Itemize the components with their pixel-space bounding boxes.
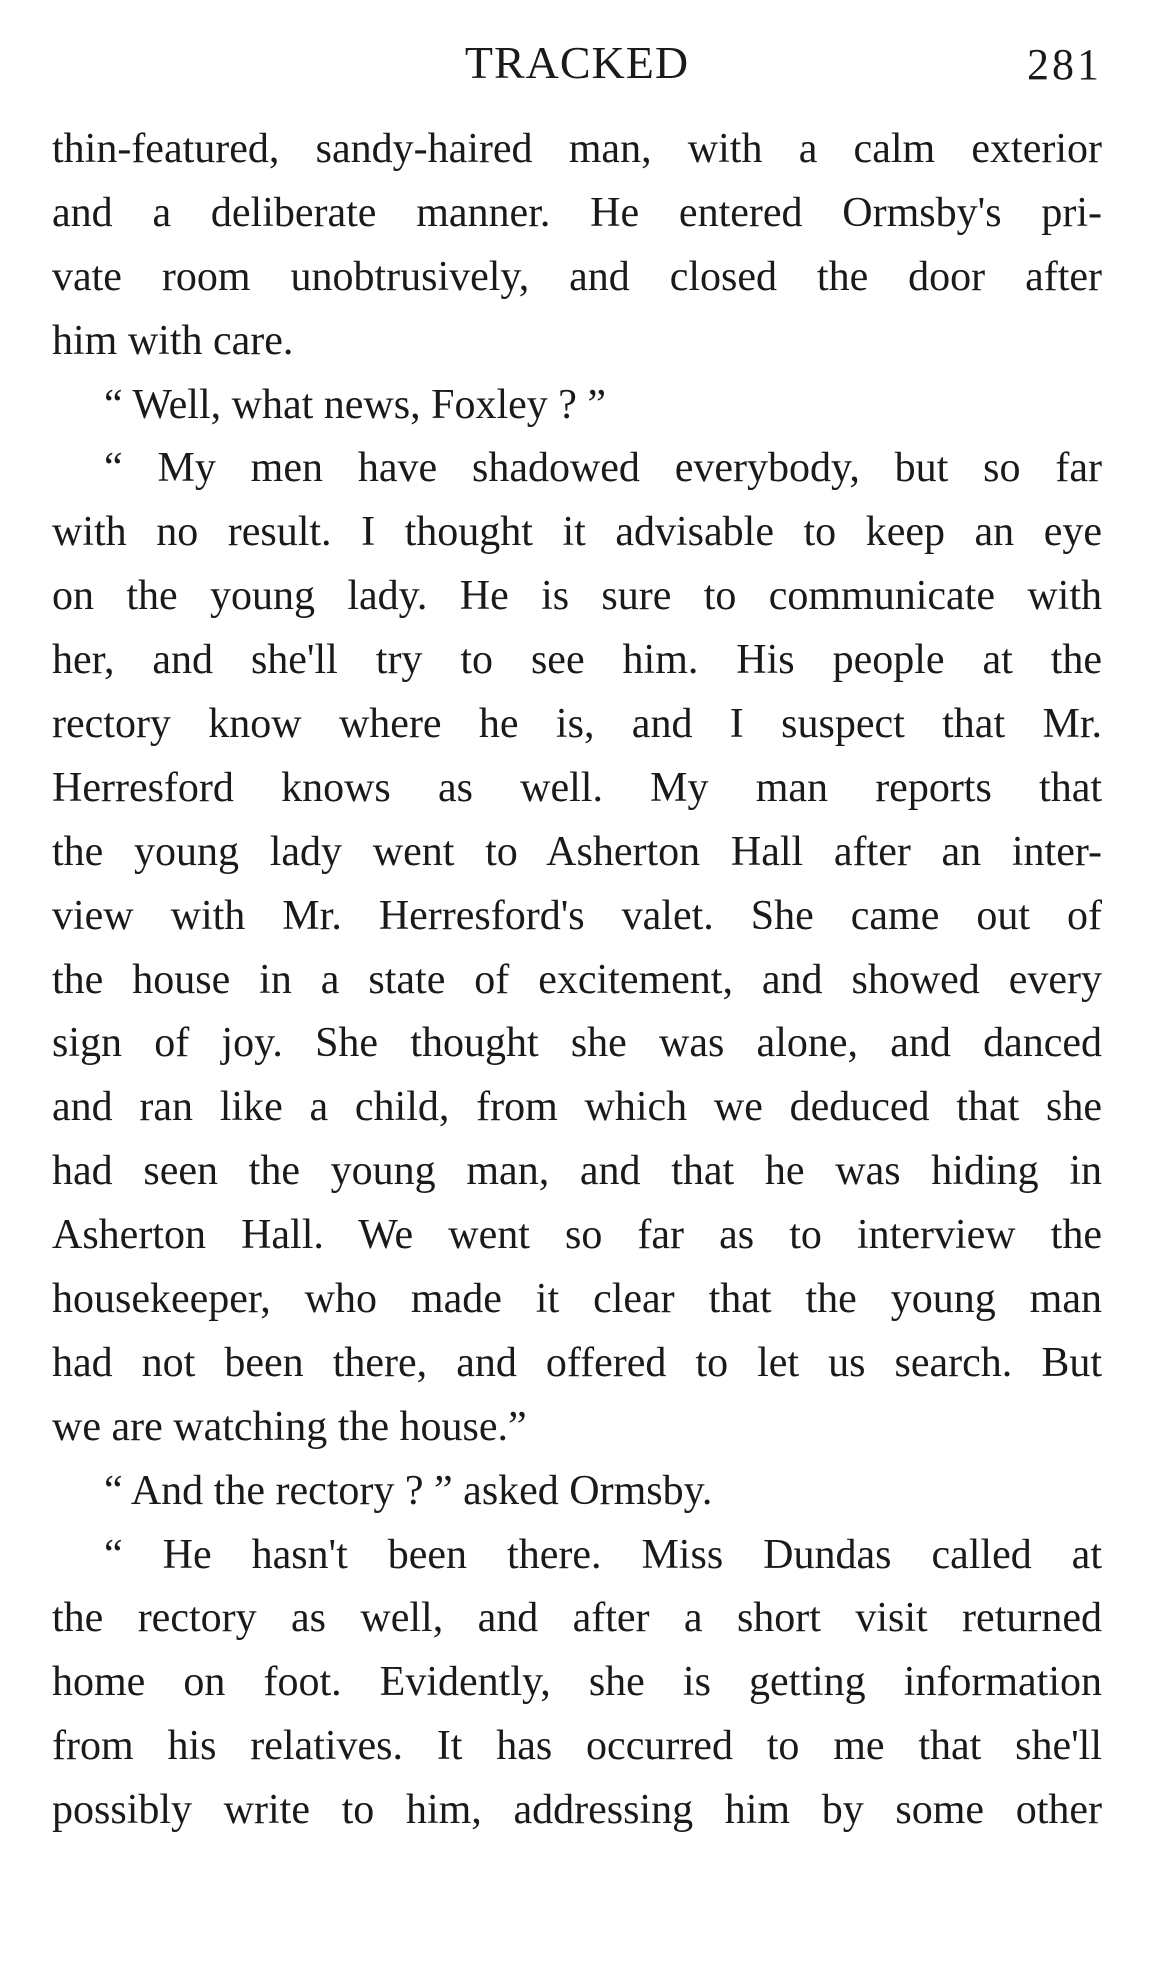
text-line: “ He hasn't been there. Miss Dundas called at bbox=[104, 1531, 1102, 1578]
text-line: had seen the young man, and that he was hiding in bbox=[52, 1148, 1102, 1195]
text-line: the young lady went to Asherton Hall after an inter- bbox=[52, 828, 1102, 875]
text-line: thin-featured, sandy-haired man, with a calm exterior bbox=[52, 126, 1102, 172]
text-line: on the young lady. He is sure to communicate with bbox=[52, 573, 1102, 620]
text-line: Herresford knows as well. My man reports that bbox=[52, 764, 1102, 811]
text-line: with no result. I thought it advisable to keep an eye bbox=[52, 509, 1102, 556]
text-line: rectory know where he is, and I suspect that Mr. bbox=[52, 701, 1102, 748]
text-line: “ And the rectory ? ” asked Ormsby. bbox=[104, 1467, 713, 1514]
text-line: housekeeper, who made it clear that the young man bbox=[52, 1276, 1102, 1323]
running-title: TRACKED bbox=[464, 37, 690, 88]
text-line: “ My men have shadowed everybody, but so far bbox=[104, 445, 1102, 492]
text-line: home on foot. Evidently, she is getting information bbox=[52, 1659, 1102, 1706]
text-line: Asherton Hall. We went so far as to interview the bbox=[52, 1212, 1102, 1259]
body-text bbox=[52, 118, 1102, 1843]
running-head bbox=[52, 28, 1102, 98]
text-line: from his relatives. It has occurred to me that she'll bbox=[52, 1723, 1102, 1770]
text-line: view with Mr. Herresford's valet. She came out of bbox=[52, 892, 1102, 939]
page-number: 281 bbox=[1027, 40, 1102, 89]
text-line: possibly write to him, addressing him by some other bbox=[52, 1787, 1102, 1834]
text-line: and a deliberate manner. He entered Ormsby's pri- bbox=[52, 189, 1102, 236]
text-line: vate room unobtrusively, and closed the door after bbox=[52, 253, 1102, 300]
text-line: “ Well, what news, Foxley ? ” bbox=[104, 381, 607, 428]
text-line: her, and she'll try to see him. His people at the bbox=[52, 637, 1102, 684]
text-line: him with care. bbox=[52, 317, 294, 364]
text-line: we are watching the house.” bbox=[52, 1403, 527, 1450]
text-line: had not been there, and offered to let us search. But bbox=[52, 1339, 1102, 1386]
text-line: sign of joy. She thought she was alone, and danced bbox=[52, 1020, 1102, 1067]
text-line: the rectory as well, and after a short visit returned bbox=[52, 1595, 1102, 1642]
text-line: the house in a state of excitement, and showed every bbox=[52, 956, 1102, 1003]
text-line: and ran like a child, from which we deduced that she bbox=[52, 1084, 1102, 1131]
